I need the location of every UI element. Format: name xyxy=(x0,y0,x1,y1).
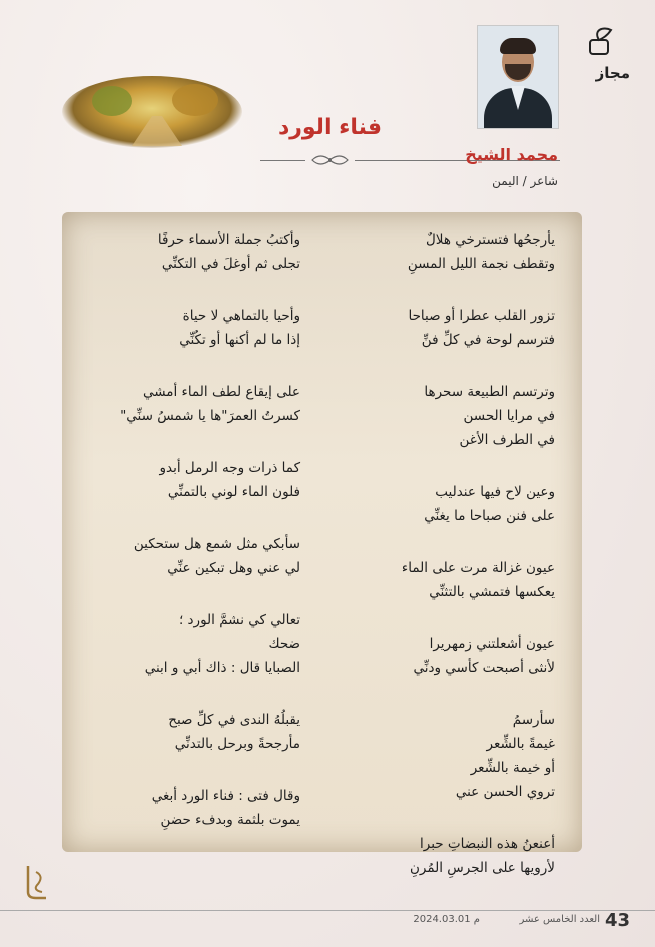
poem-line: لأرويها على الجرسِ المُرنِ xyxy=(409,860,555,876)
poem-line: الصبايا قال : ذاك أبي و ابني xyxy=(144,660,300,676)
poem-line: عيون غزالة مرت على الماء xyxy=(401,560,555,576)
poem-line: وتقطف نجمة الليل المسنِ xyxy=(407,256,555,272)
poem-line: وعين لاح فيها عندليب xyxy=(435,484,555,500)
poem-line: أو خيمة بالشِّعر xyxy=(470,760,555,776)
poem-line: كما ذرات وجه الرمل أبدو xyxy=(159,460,300,476)
poem-line: عيون أشعلتني زمهريرا xyxy=(429,636,555,652)
poem-stanza xyxy=(330,304,555,352)
poem-line: غيمةً بالشِّعر xyxy=(486,736,555,752)
poem-line: تزور القلب عطرا أو صباحا xyxy=(408,308,555,324)
autumn-landscape-image xyxy=(62,76,242,148)
poem-stanza xyxy=(100,456,300,504)
poem-line: إذا ما لم أكنها أو تكُنِّي xyxy=(179,332,300,348)
section-label: مجاز xyxy=(595,64,630,82)
poem-line: يموت بلثمة وبدفء حضنِ xyxy=(160,812,300,828)
poem-line: تجلى ثم أوغلَ في التكنِّي xyxy=(161,256,300,272)
poem-title: فناء الورد xyxy=(277,115,383,140)
poem-line: وقال فتى : فناء الورد أبغي xyxy=(151,788,300,804)
poem-line: أعنعنُ هذه النبضاتِ حبرا xyxy=(420,836,555,852)
ornament-icon xyxy=(310,152,350,168)
poem-stanza xyxy=(330,228,555,276)
poem-line: تروي الحسن عني xyxy=(455,784,555,800)
poem-line: يقبلُهُ الندى في كلِّ صبح xyxy=(168,712,300,728)
poem-stanza xyxy=(330,380,555,452)
poem-line: سأرسمُ xyxy=(512,712,555,728)
poem-stanza xyxy=(100,708,300,756)
poem-stanza xyxy=(100,608,300,680)
poem-line: كسرتُ العمرَ"ها يا شمسُ سنِّي" xyxy=(120,408,300,424)
poem-stanza xyxy=(100,380,300,428)
poem-stanza xyxy=(330,480,555,528)
poem-stanza xyxy=(330,708,555,804)
poem-line: مأرجحةً وبرحل بالتدنِّي xyxy=(174,736,300,752)
footer-divider xyxy=(0,910,655,911)
poem-line: تعالي كي نشمَّ الورد ؛ xyxy=(178,612,300,628)
poem-line: يعكسها فتمشي بالتثنِّي xyxy=(429,584,555,600)
author-photo xyxy=(477,25,559,129)
magazine-logo-icon xyxy=(22,862,52,902)
poem-line: لأنثى أصبحت كأسي ودنِّي xyxy=(413,660,555,676)
poem-stanza xyxy=(100,228,300,276)
issue-label: العدد الخامس عشر xyxy=(519,914,600,925)
poem-line: سأبكي مثل شمع هل ستحكين xyxy=(133,536,300,552)
poem-line: في مرايا الحسن xyxy=(463,408,555,424)
poem-line: وأحيا بالتماهي لا حياة xyxy=(182,308,300,324)
issue-date: 2024.03.01 م xyxy=(413,914,480,925)
leaf-pot-icon xyxy=(585,26,615,56)
poem-line: لي عني وهل تبكين عنِّي xyxy=(167,560,300,576)
poem-line: على فنن صباحا ما يغنِّي xyxy=(424,508,555,524)
poem-line: فترسم لوحة في كلِّ فنِّ xyxy=(421,332,555,348)
poem-line: يأرجحُها فتسترخي هلالٌ xyxy=(425,232,555,248)
poem-line: في الطرف الأغن xyxy=(459,432,555,448)
author-name: محمد الشيخ xyxy=(465,145,558,164)
poem-line: وترتسم الطبيعة سحرها xyxy=(424,384,555,400)
poem-stanza xyxy=(100,304,300,352)
poem-stanza xyxy=(330,632,555,680)
author-role: شاعر / اليمن xyxy=(492,174,558,188)
poem-stanza xyxy=(330,556,555,604)
poem-line: ضحك xyxy=(268,636,300,652)
poem-line: فلون الماء لوني بالتمنِّي xyxy=(167,484,300,500)
poem-left-column xyxy=(100,228,300,860)
poem-right-column xyxy=(330,228,555,908)
poem-stanza xyxy=(100,784,300,832)
page-number: 43 xyxy=(604,910,630,931)
poem-stanza xyxy=(330,832,555,880)
poem-line: وأكتبُ جملة الأسماء حرفًا xyxy=(157,232,300,248)
poem-stanza xyxy=(100,532,300,580)
poem-line: على إيقاع لطف الماء أمشي xyxy=(142,384,300,400)
